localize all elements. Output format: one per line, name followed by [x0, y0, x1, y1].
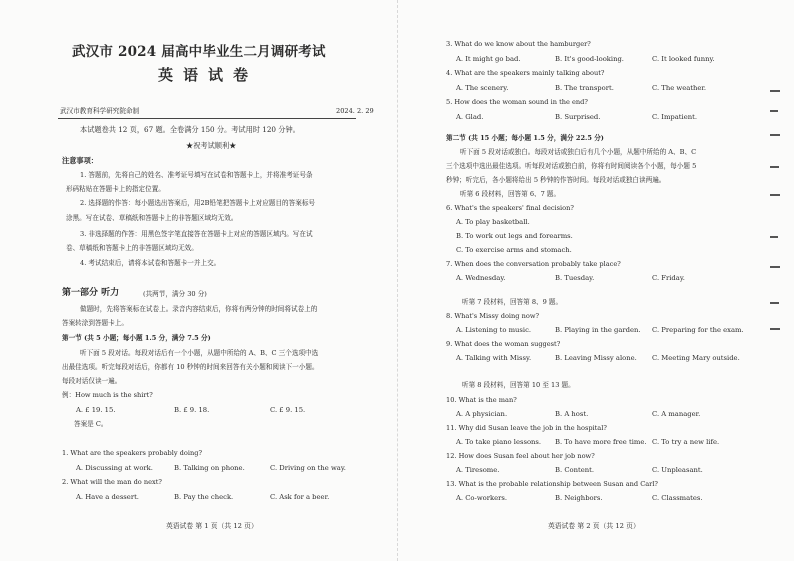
- option: C. Ask for a beer.: [270, 493, 330, 501]
- option: B. Leaving Missy alone.: [555, 354, 637, 362]
- question-7: 7. When does the conversation probably take place?: [446, 260, 621, 268]
- question-13: 13. What is the probable relationship between Susan and Carl?: [446, 480, 658, 488]
- material-7-hint: 听第 7 段材料，回答第 8、9 题。: [462, 298, 563, 306]
- option: A. Have a dessert.: [76, 493, 139, 501]
- question-11: 11. Why did Susan leave the job in the hospital?: [446, 424, 607, 432]
- section2-desc: 三个选项中选出最佳选项。听每段对话或独白前，你将有时间阅读各个小题，每小题 5: [446, 162, 697, 170]
- option: B. Tuesday.: [555, 274, 595, 282]
- option: A. Discussing at work.: [76, 464, 153, 472]
- option: A. Co-workers.: [456, 494, 508, 502]
- option: A. The scenery.: [456, 84, 509, 92]
- question-1: 1. What are the speakers probably doing?: [62, 449, 202, 457]
- option: B. A host.: [555, 410, 589, 418]
- material-8-hint: 听第 8 段材料，回答第 10 至 13 题。: [462, 381, 575, 389]
- question-9: 9. What does the woman suggest?: [446, 340, 561, 348]
- page-footer: 英语试卷 第 1 页（共 12 页）: [166, 522, 258, 530]
- section2-title: 第二节 (共 15 小题；每小题 1.5 分，满分 22.5 分): [446, 134, 604, 142]
- part1-desc: 答案转涂到答题卡上。: [62, 319, 128, 327]
- option: B. It's good-looking.: [555, 55, 624, 63]
- option: C. The weather.: [652, 84, 707, 92]
- note-line: 卷、草稿纸和答题卡上的非答题区域均无效。: [66, 244, 198, 252]
- option: A. To take piano lessons.: [456, 438, 542, 446]
- question-6: 6. What's the speakers' final decision?: [446, 204, 574, 212]
- option: B. To work out legs and forearms.: [456, 232, 573, 240]
- note-line: 1. 答题前，先将自己的姓名、准考证号填写在试卷和答题卡上，并将准考证号条: [80, 171, 313, 179]
- header-rule: [58, 118, 356, 119]
- option: C. Preparing for the exam.: [652, 326, 744, 334]
- option: C. To try a new life.: [652, 438, 720, 446]
- section1-title: 第一节 (共 5 小题；每小题 1.5 分，满分 7.5 分): [62, 334, 211, 342]
- section1-desc: 听下面 5 段对话。每段对话后有一个小题，从题中所给的 A、B、C 三个选项中选: [80, 349, 319, 357]
- question-2: 2. What will the man do next?: [62, 478, 162, 486]
- option: C. Driving on the way.: [270, 464, 346, 472]
- section2-desc: 秒钟；听完后，各小题将给出 5 秒钟的作答时间。每段对话或独白读两遍。: [446, 176, 666, 184]
- exam-subtitle: 英语试卷: [158, 66, 259, 84]
- option: A. A physician.: [456, 410, 508, 418]
- option: B. The transport.: [555, 84, 614, 92]
- option: C. Unpleasant.: [652, 466, 703, 474]
- question-4: 4. What are the speakers mainly talking about?: [446, 69, 605, 77]
- option: C. It looked funny.: [652, 55, 715, 63]
- part1-title: 第一部分 听力: [62, 288, 120, 298]
- example-question: 例：How much is the shirt?: [62, 391, 153, 399]
- note-line: 4. 考试结束后，请将本试卷和答题卡一并上交。: [80, 259, 221, 267]
- example-option: A. £ 19. 15.: [76, 406, 116, 414]
- option: B. Playing in the garden.: [555, 326, 641, 334]
- option: B. Surprised.: [555, 113, 601, 121]
- option: B. To have more free time.: [555, 438, 647, 446]
- section1-desc: 出最佳选项。听完每段对话后，你都有 10 秒钟的时间来回答有关小题和阅读下一小题。: [62, 363, 319, 371]
- example-answer: 答案是 C。: [74, 420, 108, 428]
- scan-tick-marks: [770, 90, 784, 330]
- example-option: B. £ 9. 18.: [174, 406, 210, 414]
- option: C. Meeting Mary outside.: [652, 354, 740, 362]
- part1-desc: 做题时，先将答案标在试卷上。录音内容结束后，你将有两分钟的时间将试卷上的: [80, 305, 318, 313]
- question-3: 3. What do we know about the hamburger?: [446, 40, 591, 48]
- exam-date: 2024. 2. 29: [336, 107, 374, 115]
- question-12: 12. How does Susan feel about her job now?: [446, 452, 595, 460]
- note-line: 涂黑。写在试卷、草稿纸和答题卡上的非答题区域均无效。: [66, 214, 238, 222]
- question-8: 8. What's Missy doing now?: [446, 312, 539, 320]
- option: A. Glad.: [456, 113, 484, 121]
- option: A. It might go bad.: [456, 55, 521, 63]
- notes-title: 注意事项：: [62, 156, 98, 165]
- note-line: 3. 非选择题的作答：用黑色签字笔直接答在答题卡上对应的答题区域内。写在试: [80, 230, 313, 238]
- issuer: 武汉市教育科学研究院命制: [60, 107, 140, 115]
- question-5: 5. How does the woman sound in the end?: [446, 98, 588, 106]
- option: B. Pay the check.: [174, 493, 234, 501]
- option: A. Talking with Missy.: [456, 354, 532, 362]
- option: A. To play basketball.: [456, 218, 530, 226]
- page-right: [397, 0, 794, 561]
- exam-title: 武汉市 2024 届高中毕业生二月调研考试: [72, 44, 326, 60]
- option: B. Talking on phone.: [174, 464, 245, 472]
- option: C. Friday.: [652, 274, 685, 282]
- section1-desc: 每段对话仅读一遍。: [62, 377, 122, 385]
- option: C. Classmates.: [652, 494, 703, 502]
- page-footer: 英语试卷 第 2 页（共 12 页）: [548, 522, 640, 530]
- section2-desc: 听下面 5 段对话或独白。每段对话或独白后有几个小题，从题中所给的 A、B、C: [460, 148, 697, 156]
- option: B. Content.: [555, 466, 595, 474]
- material-6-hint: 听第 6 段材料，回答第 6、7 题。: [460, 190, 561, 198]
- option: C. A manager.: [652, 410, 701, 418]
- question-10: 10. What is the man?: [446, 396, 517, 404]
- option: B. Neighbors.: [555, 494, 603, 502]
- note-line: 形码粘贴在答题卡上的指定位置。: [66, 185, 165, 193]
- option: A. Wednesday.: [456, 274, 506, 282]
- option: A. Listening to music.: [456, 326, 532, 334]
- note-line: 2. 选择题的作答：每小题选出答案后，用2B铅笔把答题卡上对应题目的答案标号: [80, 199, 316, 207]
- option: C. To exercise arms and stomach.: [456, 246, 572, 254]
- part1-subtitle: (共两节，满分 30 分): [143, 290, 207, 298]
- option: C. Impatient.: [652, 113, 698, 121]
- exam-info: 本试题卷共 12 页，67 题。全卷满分 150 分。考试用时 120 分钟。: [80, 125, 300, 134]
- option: A. Tiresome.: [456, 466, 500, 474]
- good-luck-text: ★祝考试顺利★: [186, 141, 237, 150]
- example-option: C. £ 9. 15.: [270, 406, 306, 414]
